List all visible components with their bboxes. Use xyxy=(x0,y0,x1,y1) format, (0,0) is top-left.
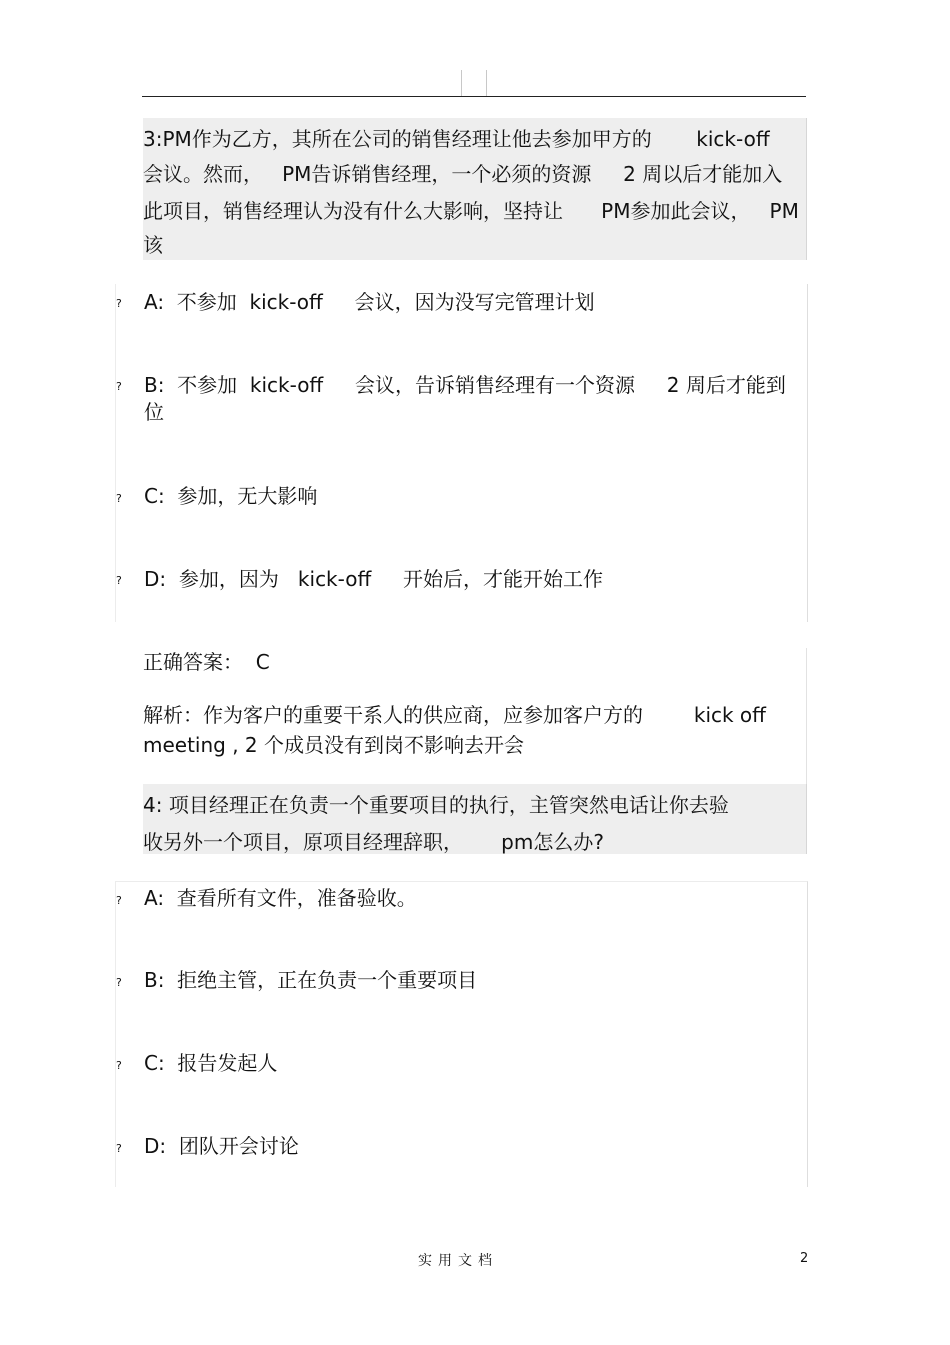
bullet-icon: ? xyxy=(116,894,122,907)
option-a-text: A: 不参加 kick-off 会议，因为没写完管理计划 xyxy=(144,290,595,314)
analysis-line: 解析：作为客户的重要干系人的供应商，应参加客户方的 kick off xyxy=(143,703,766,727)
correct-answer: 正确答案： C xyxy=(143,650,270,674)
option-c-text: C: 参加，无大影响 xyxy=(144,484,318,508)
option-c-text: C: 报告发起人 xyxy=(144,1051,278,1075)
analysis-line: meeting , 2 个成员没有到岗不影响去开会 xyxy=(143,733,525,757)
bullet-icon: ? xyxy=(116,380,122,393)
bullet-icon: ? xyxy=(116,976,122,989)
header-rule xyxy=(142,96,806,97)
question-4-options xyxy=(115,881,808,1187)
option-b-text: B: 不参加 kick-off 会议，告诉销售经理有一个资源 2 周后才能到 xyxy=(144,373,786,397)
bullet-icon: ? xyxy=(116,1059,122,1072)
question-3-line: 会议。然而， PM告诉销售经理，一个必须的资源 2 周以后才能加入 xyxy=(143,162,783,186)
question-3-line: 该 xyxy=(143,233,163,257)
question-4-box xyxy=(143,784,807,854)
page-number: 2 xyxy=(800,1251,809,1266)
question-3-options xyxy=(115,284,808,622)
question-4-line: 收另外一个项目，原项目经理辞职， pm怎么办? xyxy=(143,830,604,854)
footer-label: 实用文档 xyxy=(418,1253,498,1269)
bullet-icon: ? xyxy=(116,1142,122,1155)
header-tick-right xyxy=(486,70,487,96)
option-d-text: D: 团队开会讨论 xyxy=(144,1134,299,1158)
question-4-line: 4: 项目经理正在负责一个重要项目的执行，主管突然电话让你去验 xyxy=(143,793,729,817)
bullet-icon: ? xyxy=(116,574,122,587)
answer-block xyxy=(143,648,807,784)
option-b-text: B: 拒绝主管，正在负责一个重要项目 xyxy=(144,968,478,992)
question-3-line: 3:PM作为乙方，其所在公司的销售经理让他去参加甲方的 kick-off xyxy=(143,127,770,151)
question-3-box xyxy=(143,118,807,260)
bullet-icon: ? xyxy=(116,297,122,310)
bullet-icon: ? xyxy=(116,492,122,505)
option-d-text: D: 参加，因为 kick-off 开始后，才能开始工作 xyxy=(144,567,604,591)
question-3-line: 此项目，销售经理认为没有什么大影响，坚持让 PM参加此会议， PM xyxy=(143,199,799,223)
header-tick-left xyxy=(461,70,462,96)
option-b-text: 位 xyxy=(144,400,164,424)
option-a-text: A: 查看所有文件，准备验收。 xyxy=(144,886,417,910)
